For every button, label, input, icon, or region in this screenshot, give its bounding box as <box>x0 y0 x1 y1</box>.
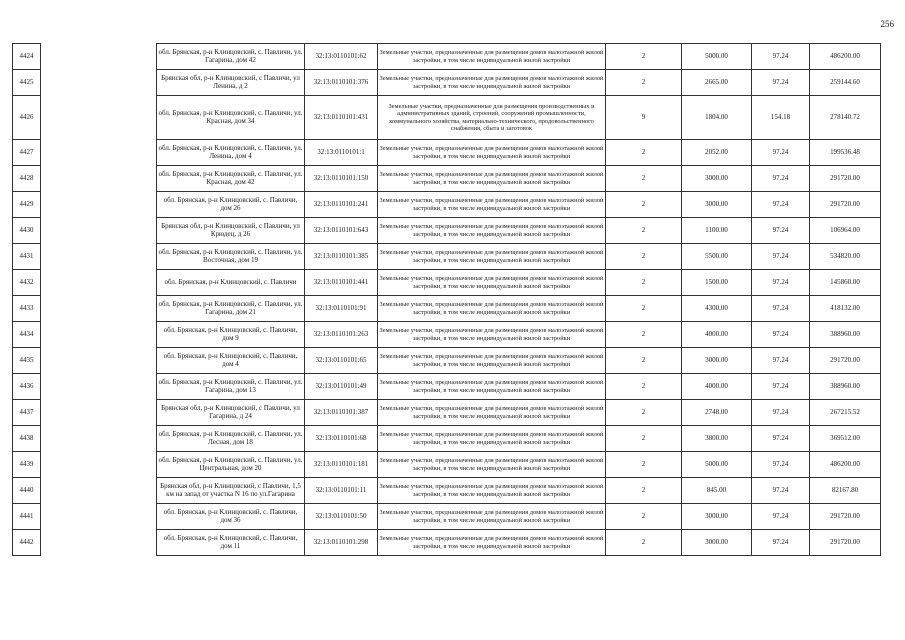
permitted-use-cell: Земельные участки, предназначенные для размещения домов малоэтажной жилой застройки, в том числе индивидуальной жилой застройки <box>378 44 606 70</box>
rate-cell: 97.24 <box>752 322 810 348</box>
area-cell: 2665.00 <box>682 70 752 96</box>
blank-cell <box>41 44 157 70</box>
permitted-use-cell: Земельные участки, предназначенные для размещения домов малоэтажной жилой застройки, в том числе индивидуальной жилой застройки <box>378 296 606 322</box>
use-code-cell: 2 <box>606 478 682 504</box>
address-cell: обл. Брянская, р-н Клинцовский, с. Павличи, ул. Гагарина, дом 21 <box>157 296 305 322</box>
cadastral-number-cell: 32:13:0110101:181 <box>305 452 378 478</box>
address-cell: обл. Брянская, р-н Клинцовский, с. Павличи, ул. Гагарина, дом 42 <box>157 44 305 70</box>
permitted-use-cell: Земельные участки, предназначенные для размещения домов малоэтажной жилой застройки, в том числе индивидуальной жилой застройки <box>378 218 606 244</box>
use-code-cell: 2 <box>606 530 682 556</box>
cadastral-value-cell: 267215.52 <box>810 400 881 426</box>
row-number-cell: 4424 <box>13 44 41 70</box>
rate-cell: 97.24 <box>752 166 810 192</box>
permitted-use-cell: Земельные участки, предназначенные для размещения домов малоэтажной жилой застройки, в том числе индивидуальной жилой застройки <box>378 374 606 400</box>
use-code-cell: 2 <box>606 70 682 96</box>
area-cell: 3000.00 <box>682 530 752 556</box>
table-row <box>13 44 881 70</box>
row-number-cell: 4437 <box>13 400 41 426</box>
blank-cell <box>41 400 157 426</box>
area-cell: 3000.00 <box>682 504 752 530</box>
row-number-cell: 4430 <box>13 218 41 244</box>
rate-cell: 97.24 <box>752 270 810 296</box>
row-number-cell: 4435 <box>13 348 41 374</box>
cadastral-number-cell: 32:13:0110101:62 <box>305 44 378 70</box>
row-number-cell: 4440 <box>13 478 41 504</box>
row-number-cell: 4434 <box>13 322 41 348</box>
table-row <box>13 322 881 348</box>
blank-cell <box>41 140 157 166</box>
permitted-use-cell: Земельные участки, предназначенные для размещения домов малоэтажной жилой застройки, в том числе индивидуальной жилой застройки <box>378 452 606 478</box>
row-number-cell: 4438 <box>13 426 41 452</box>
blank-cell <box>41 530 157 556</box>
area-cell: 2052.00 <box>682 140 752 166</box>
blank-cell <box>41 70 157 96</box>
cadastral-number-cell: 32:13:0110101:241 <box>305 192 378 218</box>
cadastral-value-cell: 82167.80 <box>810 478 881 504</box>
address-cell: Брянская обл, р-н Клинцовский, с Павличи, ул Ленина, д 2 <box>157 70 305 96</box>
permitted-use-cell: Земельные участки, предназначенные для размещения домов малоэтажной жилой застройки, в том числе индивидуальной жилой застройки <box>378 70 606 96</box>
rate-cell: 154.18 <box>752 96 810 140</box>
table-row <box>13 374 881 400</box>
area-cell: 1500.00 <box>682 270 752 296</box>
blank-cell <box>41 96 157 140</box>
use-code-cell: 2 <box>606 218 682 244</box>
blank-cell <box>41 244 157 270</box>
rate-cell: 97.24 <box>752 44 810 70</box>
area-cell: 1804.00 <box>682 96 752 140</box>
area-cell: 2748.00 <box>682 400 752 426</box>
rate-cell: 97.24 <box>752 400 810 426</box>
registry-body <box>13 44 881 556</box>
address-cell: обл. Брянская, р-н Клинцовский, с. Павличи, ул. Центральная, дом 20 <box>157 452 305 478</box>
use-code-cell: 2 <box>606 452 682 478</box>
address-cell: обл. Брянская, р-н Клинцовский, с. Павличи, дом 4 <box>157 348 305 374</box>
cadastral-number-cell: 32:13:0110101:298 <box>305 530 378 556</box>
table-row <box>13 270 881 296</box>
permitted-use-cell: Земельные участки, предназначенные для размещения домов малоэтажной жилой застройки, в том числе индивидуальной жилой застройки <box>378 478 606 504</box>
row-number-cell: 4431 <box>13 244 41 270</box>
rate-cell: 97.24 <box>752 218 810 244</box>
page-number: 256 <box>880 19 894 29</box>
cadastral-value-cell: 486200.00 <box>810 452 881 478</box>
row-number-cell: 4433 <box>13 296 41 322</box>
use-code-cell: 2 <box>606 192 682 218</box>
area-cell: 3000.00 <box>682 192 752 218</box>
use-code-cell: 2 <box>606 140 682 166</box>
cadastral-value-cell: 388960.00 <box>810 374 881 400</box>
area-cell: 4000.00 <box>682 322 752 348</box>
table-row <box>13 70 881 96</box>
permitted-use-cell: Земельные участки, предназначенные для размещения домов малоэтажной жилой застройки, в том числе индивидуальной жилой застройки <box>378 504 606 530</box>
permitted-use-cell: Земельные участки, предназначенные для размещения домов малоэтажной жилой застройки, в том числе индивидуальной жилой застройки <box>378 530 606 556</box>
cadastral-number-cell: 32:13:0110101:376 <box>305 70 378 96</box>
address-cell: обл. Брянская, р-н Клинцовский, с. Павличи, дом 11 <box>157 530 305 556</box>
cadastral-number-cell: 32:13:0110101:91 <box>305 296 378 322</box>
blank-cell <box>41 270 157 296</box>
permitted-use-cell: Земельные участки, предназначенные для размещения домов малоэтажной жилой застройки, в том числе индивидуальной жилой застройки <box>378 270 606 296</box>
row-number-cell: 4429 <box>13 192 41 218</box>
address-cell: обл. Брянская, р-н Клинцовский, с. Павличи, дом 9 <box>157 322 305 348</box>
row-number-cell: 4436 <box>13 374 41 400</box>
row-number-cell: 4439 <box>13 452 41 478</box>
permitted-use-cell: Земельные участки, предназначенные для размещения производственных и административных зданий, строений, сооружений промышленности, коммунального хозяйства, материально-технического, продовольственного снабжения, сбыта и заготовок <box>378 96 606 140</box>
cadastral-value-cell: 291720.00 <box>810 348 881 374</box>
table-row <box>13 530 881 556</box>
cadastral-value-cell: 369512.00 <box>810 426 881 452</box>
address-cell: обл. Брянская, р-н Клинцовский, с. Павличи, ул. Красная, дом 42 <box>157 166 305 192</box>
area-cell: 845.00 <box>682 478 752 504</box>
cadastral-value-cell: 278140.72 <box>810 96 881 140</box>
rate-cell: 97.24 <box>752 140 810 166</box>
cadastral-number-cell: 32:13:0110101:385 <box>305 244 378 270</box>
row-number-cell: 4425 <box>13 70 41 96</box>
area-cell: 5000.00 <box>682 452 752 478</box>
cadastral-number-cell: 32:13:0110101:150 <box>305 166 378 192</box>
use-code-cell: 2 <box>606 400 682 426</box>
permitted-use-cell: Земельные участки, предназначенные для размещения домов малоэтажной жилой застройки, в том числе индивидуальной жилой застройки <box>378 426 606 452</box>
cadastral-value-cell: 534820.00 <box>810 244 881 270</box>
blank-cell <box>41 296 157 322</box>
area-cell: 4000.00 <box>682 374 752 400</box>
address-cell: обл. Брянская, р-н Клинцовский, с. Павличи, ул. Красная, дом 34 <box>157 96 305 140</box>
rate-cell: 97.24 <box>752 478 810 504</box>
permitted-use-cell: Земельные участки, предназначенные для размещения домов малоэтажной жилой застройки, в том числе индивидуальной жилой застройки <box>378 244 606 270</box>
cadastral-value-cell: 199536.48 <box>810 140 881 166</box>
cadastral-number-cell: 32:13:0110101:387 <box>305 400 378 426</box>
cadastral-value-cell: 291720.00 <box>810 192 881 218</box>
address-cell: Брянская обл, р-н Клинцовский, с Павличи, ул Крюдец, д 26 <box>157 218 305 244</box>
cadastral-value-cell: 291720.00 <box>810 504 881 530</box>
table-row <box>13 426 881 452</box>
permitted-use-cell: Земельные участки, предназначенные для размещения домов малоэтажной жилой застройки, в том числе индивидуальной жилой застройки <box>378 166 606 192</box>
cadastral-number-cell: 32:13:0110101:263 <box>305 322 378 348</box>
address-cell: обл. Брянская, р-н Клинцовский, с. Павличи, дом 26 <box>157 192 305 218</box>
address-cell: Брянская обл, р-н Клинцовский, с Павличи, 1,5 км на запад от участка N 16 по ул.Гагарина <box>157 478 305 504</box>
blank-cell <box>41 348 157 374</box>
use-code-cell: 2 <box>606 166 682 192</box>
blank-cell <box>41 452 157 478</box>
use-code-cell: 2 <box>606 348 682 374</box>
table-row <box>13 348 881 374</box>
use-code-cell: 2 <box>606 270 682 296</box>
blank-cell <box>41 166 157 192</box>
address-cell: обл. Брянская, р-н Клинцовский, с. Павличи, ул. Лесная, дом 18 <box>157 426 305 452</box>
row-number-cell: 4428 <box>13 166 41 192</box>
row-number-cell: 4441 <box>13 504 41 530</box>
table-row <box>13 452 881 478</box>
blank-cell <box>41 374 157 400</box>
rate-cell: 97.24 <box>752 70 810 96</box>
cadastral-value-cell: 106964.00 <box>810 218 881 244</box>
row-number-cell: 4427 <box>13 140 41 166</box>
cadastral-number-cell: 32:13:0110101:50 <box>305 504 378 530</box>
cadastral-number-cell: 32:13:0110101:441 <box>305 270 378 296</box>
address-cell: обл. Брянская, р-н Клинцовский, с. Павличи, ул. Гагарина, дом 13 <box>157 374 305 400</box>
cadastral-value-cell: 145860.00 <box>810 270 881 296</box>
permitted-use-cell: Земельные участки, предназначенные для размещения домов малоэтажной жилой застройки, в том числе индивидуальной жилой застройки <box>378 348 606 374</box>
rate-cell: 97.24 <box>752 244 810 270</box>
table-row <box>13 296 881 322</box>
rate-cell: 97.24 <box>752 530 810 556</box>
rate-cell: 97.24 <box>752 452 810 478</box>
address-cell: обл. Брянская, р-н Клинцовский, с. Павличи <box>157 270 305 296</box>
use-code-cell: 9 <box>606 96 682 140</box>
permitted-use-cell: Земельные участки, предназначенные для размещения домов малоэтажной жилой застройки, в том числе индивидуальной жилой застройки <box>378 400 606 426</box>
address-cell: Брянская обл, р-н Клинцовский, с Павличи, ул Гагарина, д 24 <box>157 400 305 426</box>
cadastral-number-cell: 32:13:0110101:65 <box>305 348 378 374</box>
table-row <box>13 140 881 166</box>
rate-cell: 97.24 <box>752 348 810 374</box>
address-cell: обл. Брянская, р-н Клинцовский, с. Павличи, ул. Восточная, дом 19 <box>157 244 305 270</box>
permitted-use-cell: Земельные участки, предназначенные для размещения домов малоэтажной жилой застройки, в том числе индивидуальной жилой застройки <box>378 322 606 348</box>
area-cell: 4300.00 <box>682 296 752 322</box>
use-code-cell: 2 <box>606 374 682 400</box>
area-cell: 5000.00 <box>682 44 752 70</box>
cadastral-value-cell: 388960.00 <box>810 322 881 348</box>
cadastral-number-cell: 32:13:0110101:11 <box>305 478 378 504</box>
table-row <box>13 166 881 192</box>
use-code-cell: 2 <box>606 426 682 452</box>
table-row <box>13 218 881 244</box>
cadastral-value-cell: 486200.00 <box>810 44 881 70</box>
cadastral-number-cell: 32:13:0110101:49 <box>305 374 378 400</box>
rate-cell: 97.24 <box>752 426 810 452</box>
row-number-cell: 4426 <box>13 96 41 140</box>
use-code-cell: 2 <box>606 504 682 530</box>
table-row <box>13 478 881 504</box>
blank-cell <box>41 478 157 504</box>
area-cell: 3000.00 <box>682 348 752 374</box>
blank-cell <box>41 504 157 530</box>
land-registry-table <box>12 43 881 556</box>
blank-cell <box>41 426 157 452</box>
cadastral-value-cell: 259144.60 <box>810 70 881 96</box>
area-cell: 5500.00 <box>682 244 752 270</box>
area-cell: 1100.00 <box>682 218 752 244</box>
row-number-cell: 4432 <box>13 270 41 296</box>
rate-cell: 97.24 <box>752 192 810 218</box>
address-cell: обл. Брянская, р-н Клинцовский, с. Павличи, ул. Ленина, дом 4 <box>157 140 305 166</box>
cadastral-value-cell: 418132.00 <box>810 296 881 322</box>
cadastral-number-cell: 32:13:0110101:68 <box>305 426 378 452</box>
address-cell: обл. Брянская, р-н Клинцовский, с. Павличи, дом 36 <box>157 504 305 530</box>
cadastral-number-cell: 32:13:0110101:1 <box>305 140 378 166</box>
blank-cell <box>41 218 157 244</box>
permitted-use-cell: Земельные участки, предназначенные для размещения домов малоэтажной жилой застройки, в том числе индивидуальной жилой застройки <box>378 140 606 166</box>
table-row <box>13 96 881 140</box>
cadastral-value-cell: 291720.00 <box>810 530 881 556</box>
rate-cell: 97.24 <box>752 296 810 322</box>
rate-cell: 97.24 <box>752 374 810 400</box>
use-code-cell: 2 <box>606 296 682 322</box>
use-code-cell: 2 <box>606 244 682 270</box>
area-cell: 3800.00 <box>682 426 752 452</box>
cadastral-number-cell: 32:13:0110101:643 <box>305 218 378 244</box>
table-row <box>13 504 881 530</box>
use-code-cell: 2 <box>606 322 682 348</box>
blank-cell <box>41 192 157 218</box>
area-cell: 3000.00 <box>682 166 752 192</box>
use-code-cell: 2 <box>606 44 682 70</box>
cadastral-number-cell: 32:13:0110101:431 <box>305 96 378 140</box>
blank-cell <box>41 322 157 348</box>
table-row <box>13 244 881 270</box>
permitted-use-cell: Земельные участки, предназначенные для размещения домов малоэтажной жилой застройки, в том числе индивидуальной жилой застройки <box>378 192 606 218</box>
table-row <box>13 192 881 218</box>
row-number-cell: 4442 <box>13 530 41 556</box>
cadastral-value-cell: 291720.00 <box>810 166 881 192</box>
rate-cell: 97.24 <box>752 504 810 530</box>
table-row <box>13 400 881 426</box>
